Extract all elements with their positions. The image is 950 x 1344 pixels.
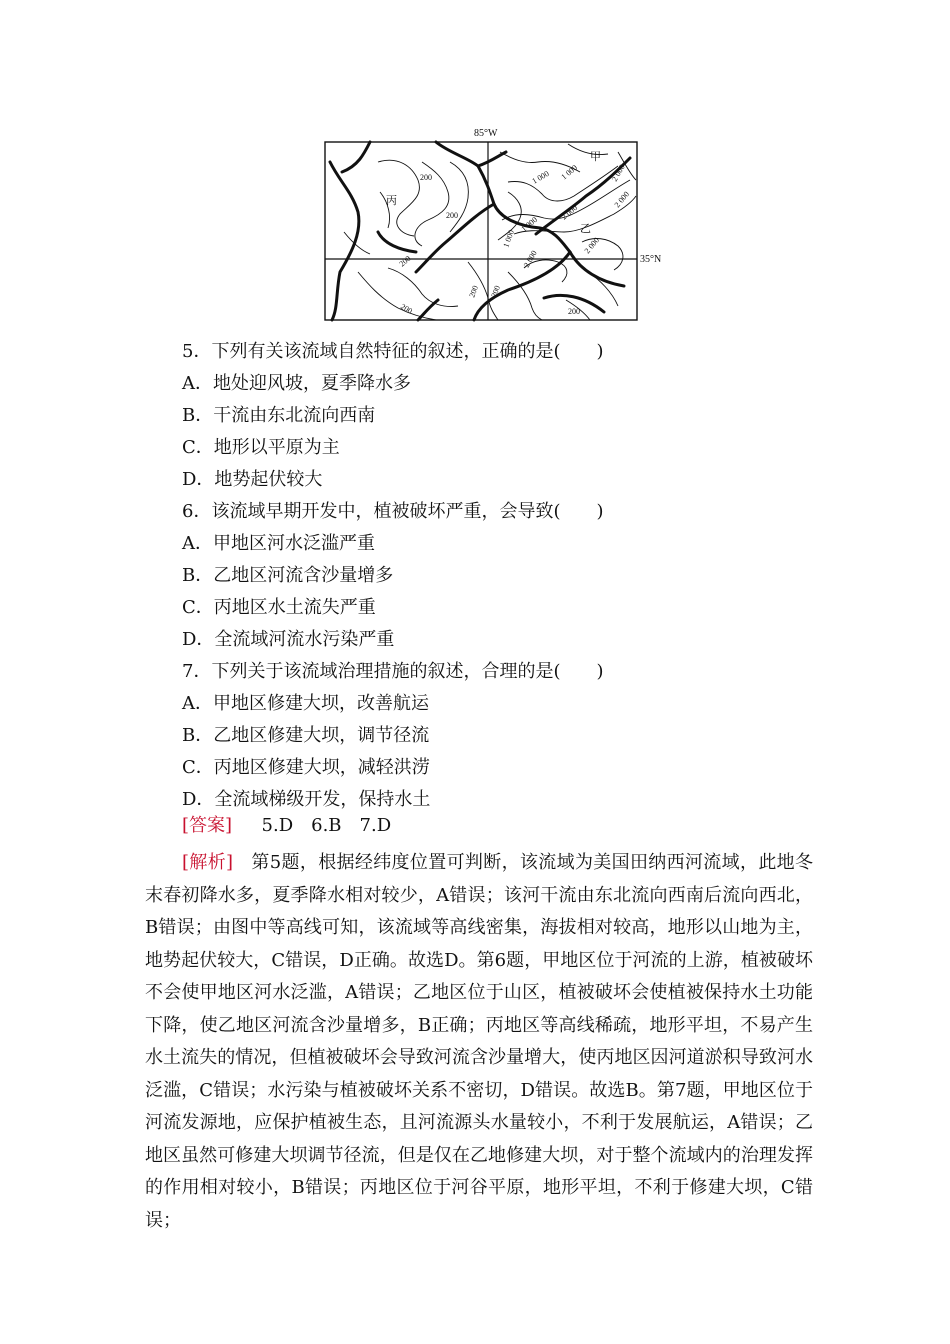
- question-5-option-b: B．干流由东北流向西南: [182, 405, 376, 426]
- latitude-label: 35°N: [640, 254, 662, 265]
- place-label-yi: 乙: [580, 223, 591, 235]
- question-6-stem: 6．该流域早期开发中，植被破坏严重，会导致( ): [182, 501, 604, 522]
- contour-label: 1 000: [501, 228, 517, 249]
- analysis-tag: [解析]: [182, 852, 234, 873]
- question-6-option-b: B．乙地区河流含沙量增多: [182, 565, 394, 586]
- contour-label: 1 000: [519, 215, 540, 234]
- contour-label: 200: [420, 173, 432, 182]
- question-5-stem: 5．下列有关该流域自然特征的叙述，正确的是( ): [182, 341, 604, 362]
- contour-label: 200: [397, 253, 413, 269]
- question-5-option-c: C．地形以平原为主: [182, 437, 340, 458]
- analysis-text: 第5题，根据经纬度位置可判断，该流域为美国田纳西河流域，此地冬末春初降水多，夏季降水相对较少，A错误；该河干流由东北流向西南后流向西北，B错误；由图中等高线可知，该流域等高线密集，海拔相对较高，地形以山地为主，地势起伏较大，C错误，D正确。故选D。第6题，甲地区位于河流的上游，植被破坏不会使甲地区河水泛滥，A错误；乙地区位于山区，植被破坏会使植被保持水土功能下降，使乙地区河流含沙量增多，B正确；丙地区等高线稀疏，地形平坦，不易产生水土流失的情况，但植被破坏会导致河流含沙量增大，使丙地区因河道淤积导致河水泛滥，C错误；水污染与植被破坏关系不密切，D错误。故选B。第7题，甲地区位于河流发源地，应保护植被生态，且河流源头水量较小，不利于发展航运，A错误；乙地区虽然可修建大坝调节径流，但是仅在乙地修建大坝，对于整个流域内的治理发挥的作用相对较小，B错误；丙地区位于河谷平原，地形平坦，不利于修建大坝，C错误；: [145, 852, 813, 1231]
- contour-label: 2 000: [612, 189, 632, 210]
- question-5-option-d: D．地势起伏较大: [182, 469, 323, 490]
- answer-line: [182, 815, 391, 837]
- contour-label: 2 000: [609, 162, 627, 183]
- analysis-paragraph: [145, 847, 813, 1237]
- question-6-option-a: A．甲地区河水泛滥严重: [182, 533, 375, 554]
- contour-label: 2 000: [559, 203, 580, 222]
- contour-label: 1 000: [530, 168, 551, 186]
- question-6-option-c: C．丙地区水土流失严重: [182, 597, 376, 618]
- question-7-stem: 7．下列关于该流域治理措施的叙述，合理的是( ): [182, 661, 604, 682]
- contour-label: 200: [489, 284, 502, 299]
- contour-label: 2 000: [582, 235, 602, 256]
- place-label-bing: 丙: [386, 195, 397, 207]
- contour-label: 1 000: [559, 163, 580, 182]
- longitude-label: 85°W: [474, 128, 498, 139]
- place-label-jia: 甲: [590, 151, 601, 163]
- contour-label: 200: [446, 211, 458, 220]
- contour-label: 2 000: [521, 248, 539, 269]
- contour-label: 200: [467, 284, 480, 299]
- answer-tag: [答案]: [182, 815, 233, 836]
- contour-map: [318, 122, 680, 328]
- question-7-option-b: B．乙地区修建大坝，调节径流: [182, 725, 430, 746]
- answer-text: 5.D 6.B 7.D: [261, 815, 392, 836]
- question-7-option-c: C．丙地区修建大坝，减轻洪涝: [182, 757, 430, 778]
- question-6-option-d: D．全流域河流水污染严重: [182, 629, 395, 650]
- contour-label: 200: [568, 307, 580, 316]
- contour-label: 200: [399, 301, 414, 316]
- question-7-option-a: A．甲地区修建大坝，改善航运: [182, 693, 429, 714]
- question-5-option-a: A．地处迎风坡，夏季降水多: [182, 373, 411, 394]
- question-7-option-d: D．全流域梯级开发，保持水土: [182, 789, 431, 810]
